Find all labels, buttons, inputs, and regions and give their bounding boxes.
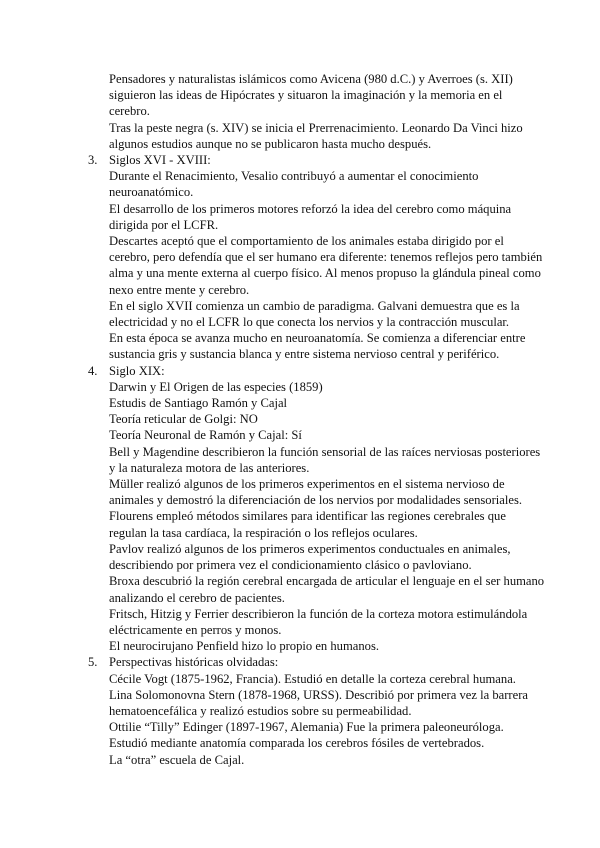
text-line: Darwin y El Origen de las especies (1859) <box>109 379 323 394</box>
paragraph-pavlov <box>109 541 517 573</box>
list-number: 5. <box>88 655 98 670</box>
text-line: siguieron las ideas de Hipócrates y situaron la imaginación y la memoria en el <box>109 88 503 103</box>
text-line: Müller realizó algunos de los primeros experimentos en el sistema nervioso de <box>109 477 505 492</box>
text-line: neuroanatómico. <box>109 185 194 200</box>
text-line: eléctricamente en perros y monos. <box>109 622 282 637</box>
paragraph-descartes <box>109 233 543 298</box>
text-line: El neurocirujano Penfield hizo lo propio en humanos. <box>109 639 380 654</box>
paragraph-lina-stern <box>109 687 528 719</box>
text-line: cerebro, pero defendía que el ser humano era diferente: tenemos reflejos pero también <box>109 250 543 265</box>
list-item-perspectivas-olvidadas <box>87 654 528 767</box>
text-line: algunos estudios aunque no se publicaron hasta mucho después. <box>109 136 432 151</box>
list-number: 4. <box>88 363 98 378</box>
list-number: 3. <box>88 153 98 168</box>
paragraph-neuroanatomia <box>109 330 526 362</box>
text-line: analizando el cerebro de pacientes. <box>109 590 285 605</box>
text-line: Pensadores y naturalistas islámicos como Avicena (980 d.C.) y Averroes (s. XII) <box>109 72 513 86</box>
text-line: hematoencefálica y realizó estudios sobre su permeabilidad. <box>109 703 412 718</box>
text-line: Fritsch, Hitzig y Ferrier describieron la función de la corteza motora estimulándola <box>109 606 528 621</box>
text-line: Teoría reticular de Golgi: NO <box>109 412 258 427</box>
text-line: describiendo por primera vez el condicionamiento clásico o pavloviano. <box>109 558 472 573</box>
list-item-siglo-xix <box>87 363 545 655</box>
text-line: nexo entre mente y cerebro. <box>109 282 250 297</box>
list-item-siglos-xvi-xviii <box>87 152 543 363</box>
text-line: Descartes aceptó que el comportamiento de los animales estaba dirigido por el <box>109 234 504 249</box>
section-title: Siglos XVI - XVIII: <box>109 153 211 168</box>
text-line: y la naturaleza motora de las anteriores. <box>109 460 310 475</box>
text-line: Pavlov realizó algunos de los primeros experimentos conductuales en animales, <box>109 541 511 556</box>
text-line: animales y demostró la diferenciación de los nervios por modalidades sensoriales. <box>109 493 523 508</box>
text-line: Broxa descubrió la región cerebral encargada de articular el lenguaje en el ser humano <box>109 574 545 589</box>
paragraph-vesalio <box>109 168 517 200</box>
text-line: Bell y Magendine describieron la función sensorial de las raíces nerviosas posteriores <box>109 444 541 459</box>
text-line: dirigida por el LCFR. <box>109 217 219 232</box>
text-line: electricidad y no el LCFR lo que conecta los nervios y la contracción muscular. <box>109 315 510 330</box>
text-line: Teoría Neuronal de Ramón y Cajal: Sí <box>109 428 302 443</box>
paragraph-galvani <box>109 298 520 330</box>
text-line: En esta época se avanza mucho en neuroanatomía. Se comienza a diferenciar entre <box>109 331 526 346</box>
text-line: sustancia gris y sustancia blanca y entre sistema nervioso central y periférico. <box>109 347 500 362</box>
paragraph-islamic-thinkers <box>87 71 517 120</box>
paragraph-muller <box>109 476 523 508</box>
paragraph-broxa <box>109 573 545 605</box>
text-line: El desarrollo de los primeros motores reforzó la idea del cerebro como máquina <box>109 201 512 216</box>
paragraph-motores <box>109 201 517 233</box>
text-line: alma y una mente externa al cuerpo físico. Al menos propuso la glándula pineal como <box>109 266 541 281</box>
text-line: cerebro. <box>109 104 150 119</box>
text-line: Lina Solomonovna Stern (1878-1968, URSS). Describió por primera vez la barrera <box>109 687 528 702</box>
paragraph-bell-magendine <box>109 444 541 476</box>
text-line: En el siglo XVII comienza un cambio de paradigma. Galvani demuestra que es la <box>109 298 520 313</box>
text-line: Cécile Vogt (1875-1962, Francia). Estudió en detalle la corteza cerebral humana. <box>109 671 516 686</box>
text-line: Ottilie “Tilly” Edinger (1897-1967, Alemania) Fue la primera paleoneurólogа. <box>109 720 504 735</box>
text-line: La “otra” escuela de Cajal. <box>109 752 245 767</box>
text-line: Durante el Renacimiento, Vesalio contribuyó a aumentar el conocimiento <box>109 169 479 184</box>
text-line: Estudis de Santiago Ramón y Cajal <box>109 396 288 411</box>
section-title: Perspectivas históricas olvidadas: <box>109 655 279 670</box>
section-title: Siglo XIX: <box>109 363 165 378</box>
text-line: Flourens empleó métodos similares para identificar las regiones cerebrales que <box>109 509 506 524</box>
paragraph-fritsch-hitzig-ferrier <box>109 606 528 638</box>
text-line: Estudió mediante anatomía comparada los cerebros fósiles de vertebrados. <box>109 736 485 751</box>
text-line: Tras la peste negra (s. XIV) se inicia el Prerrenacimiento. Leonardo Da Vinci hizo <box>109 120 523 135</box>
paragraph-prerenaissance <box>87 120 523 152</box>
text-line: regulan la tasa cardíaca, la respiración o los reflejos oculares. <box>109 525 418 540</box>
paragraph-flourens <box>109 508 517 540</box>
document-body <box>87 71 545 768</box>
